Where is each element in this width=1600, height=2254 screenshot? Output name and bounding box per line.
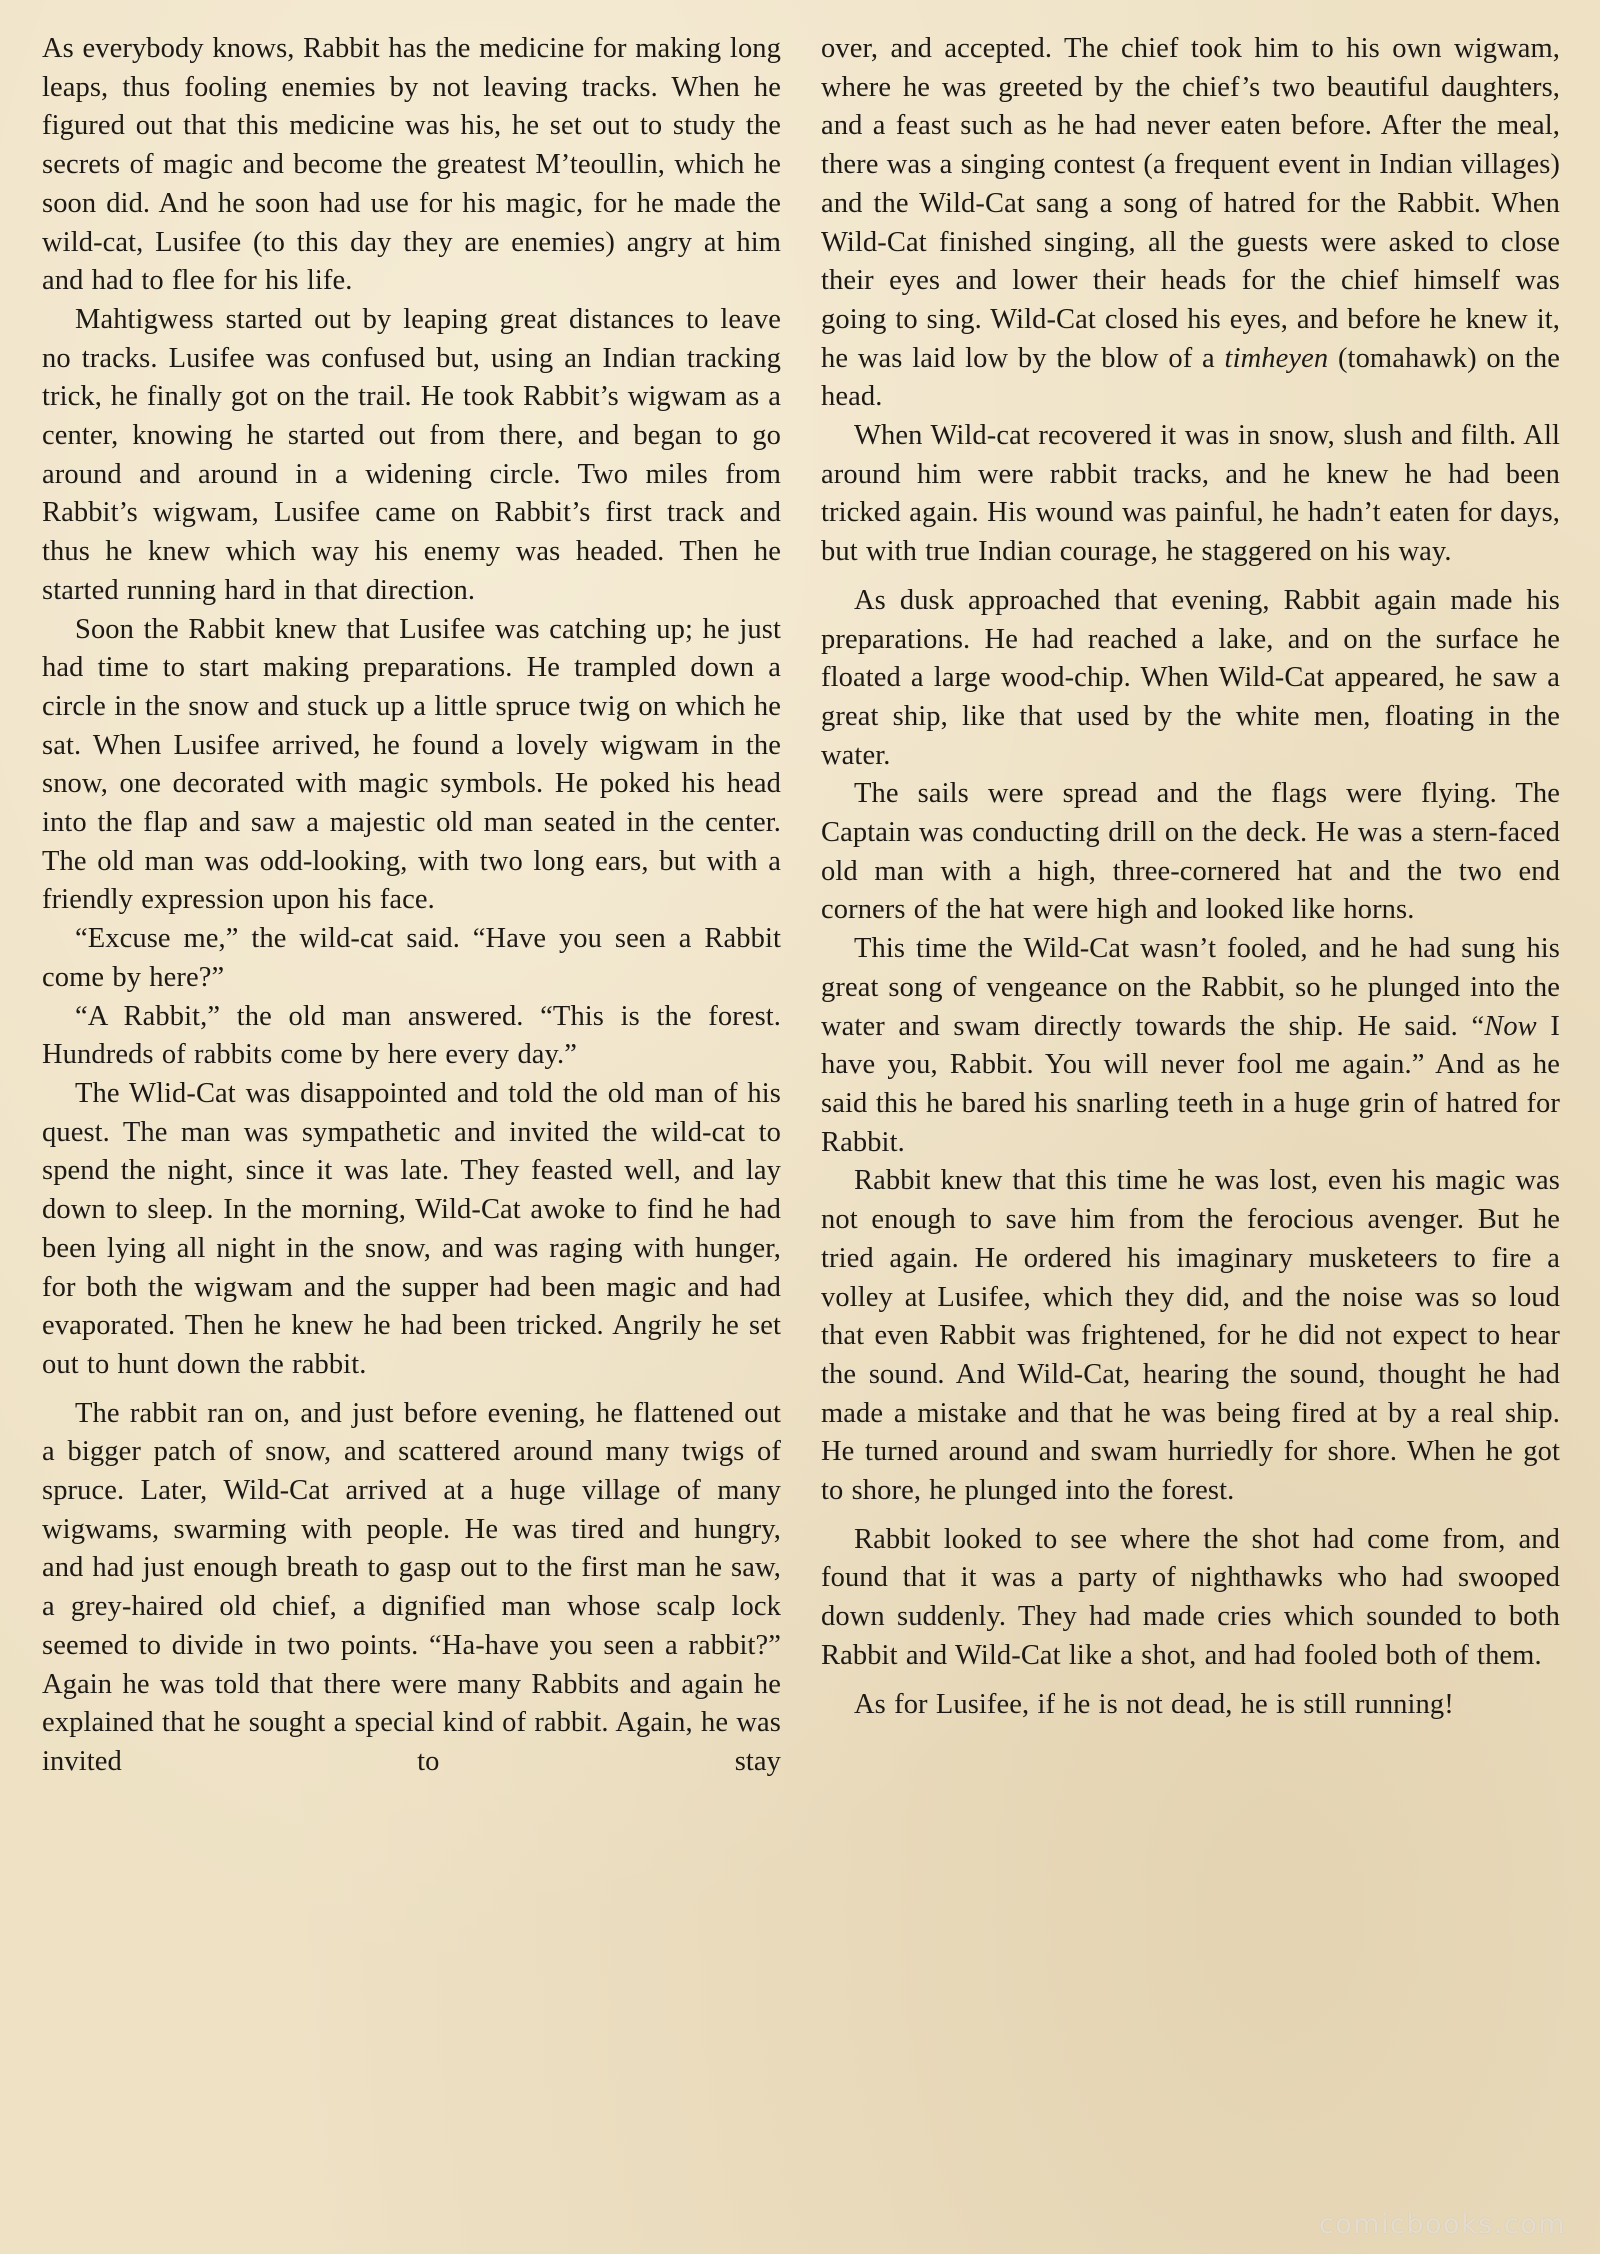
right-column [821, 30, 1560, 1782]
paragraph-text: I have you, Rabbit. You will never fool me again.” And as he said this he bared his snarling teeth in a huge grin of hatred for Rabbit. [821, 1010, 1560, 1158]
italic-term: Now [1484, 1010, 1537, 1042]
paragraph: Mahtigwess started out by leaping great distances to leave no tracks. Lusifee was confused but, using an Indian tracking trick, he finally got on the trail. He took Rabbit’s wigwam as a center, knowing he started out from there, and began to go around and around in a widening circle. Two miles from Rabbit’s wigwam, Lusifee came on Rabbit’s first track and thus he knew which way his enemy was headed. Then he started running hard in that direction. [42, 303, 781, 606]
paragraph: “Excuse me,” the wild-cat said. “Have you seen a Rabbit come by here?” [42, 923, 781, 993]
paragraph [821, 30, 1560, 417]
paragraph: The sails were spread and the flags were flying. The Captain was conducting drill on the deck. He was a stern-faced old man with a high, three-cornered hat and the two end corners of the hat were high and looked like horns. [821, 778, 1560, 926]
paragraph: Rabbit knew that this time he was lost, even his magic was not enough to save him from the ferocious avenger. But he tried again. He ordered his imaginary musketeers to fire a volley at Lusifee, which they did, and the noise was so loud that even Rabbit was frightened, for he did not expect to hear the sound. And Wild-Cat, hearing the sound, thought he had made a mistake and that he was being fired at by a real ship. He turned around and swam hurriedly for shore. When he got to shore, he plunged into the forest. [821, 1165, 1560, 1507]
paragraph: As everybody knows, Rabbit has the medicine for making long leaps, thus fooling enemies by not leaving tracks. When he figured out that this medicine was his, he set out to study the secrets of magic and become the greatest M’teoullin, which he soon did. And he soon had use for his magic, for he made the wild-cat, Lusifee (to this day they are enemies) angry at him and had to flee for his life. [42, 33, 781, 297]
paragraph-text: over, and accepted. The chief took him to his own wigwam, where he was greeted by the chief’s two beautiful daughters, and a feast such as he had never eaten before. After the meal, there was a singing contest (a frequent event in Indian villages) and the Wild-Cat sang a song of hatred for the Rabbit. When Wild-Cat finished singing, all the guests were asked to close their eyes and lower their heads for the chief himself was going to sing. Wild-Cat closed his eyes, and before he knew it, he was laid low by the blow of a [821, 33, 1560, 374]
paragraph: Soon the Rabbit knew that Lusifee was catching up; he just had time to start making preparations. He trampled down a circle in the snow and stuck up a little spruce twig on which he sat. When Lusifee arrived, he found a lovely wigwam in the snow, one decorated with magic symbols. He poked his head into the flap and saw a majestic old man seated in the center. The old man was odd-looking, with two long ears, but with a friendly expression upon his face. [42, 613, 781, 916]
paragraph: The Wlid-Cat was disappointed and told the old man of his quest. The man was sympathetic and invited the wild-cat to spend the night, since it was late. They feasted well, and lay down to sleep. In the morning, Wild-Cat awoke to find he had been lying all night in the snow, and was raging with hunger, for both the wigwam and the supper had been magic and had evaporated. Then he knew he had been tricked. Angrily he set out to hunt down the rabbit. [42, 1077, 781, 1380]
paragraph: As for Lusifee, if he is not dead, he is still running! [854, 1688, 1454, 1720]
text-columns [42, 30, 1560, 1782]
paragraph: When Wild-cat recovered it was in snow, slush and filth. All around him were rabbit tracks, and he knew he had been tricked again. His wound was painful, he hadn’t eaten for days, but with true Indian courage, he staggered on his way. [821, 420, 1560, 568]
paragraph: As dusk approached that evening, Rabbit again made his preparations. He had reached a lake, and on the surface he floated a large wood-chip. When Wild-Cat appeared, he saw a great ship, like that used by the white men, floating in the water. [821, 584, 1560, 771]
paragraph-text: (tomahawk) on the head. [821, 342, 1560, 413]
left-column [42, 30, 781, 1782]
paragraph [821, 930, 1560, 1162]
italic-term: timheyen [1224, 342, 1329, 374]
paragraph-text: This time the Wild-Cat wasn’t fooled, and he had sung his great song of vengeance on the Rabbit, so he plunged into the water and swam directly towards the ship. He said. “ [821, 933, 1560, 1042]
paragraph: The rabbit ran on, and just before evening, he flattened out a bigger patch of snow, and scattered around many twigs of spruce. Later, Wild-Cat arrived at a huge village of many wigwams, swarming with people. He was tired and hungry, and had just enough breath to gasp out to the first man he saw, a grey-haired old chief, a dignified man whose scalp lock seemed to divide in two points. “Ha-have you seen a rabbit?” Again he was told that there were many Rabbits and again he explained that he sought a special kind of rabbit. Again, he was invited to stay [42, 1397, 781, 1777]
site-watermark: comicbooks.com [1318, 2209, 1566, 2240]
paragraph: Rabbit looked to see where the shot had come from, and found that it was a party of nighthawks who had swooped down suddenly. They had made cries which sounded to both Rabbit and Wild-Cat like a shot, and had fooled both of them. [821, 1523, 1560, 1671]
paragraph: “A Rabbit,” the old man answered. “This is the forest. Hundreds of rabbits come by here every day.” [42, 1000, 781, 1071]
